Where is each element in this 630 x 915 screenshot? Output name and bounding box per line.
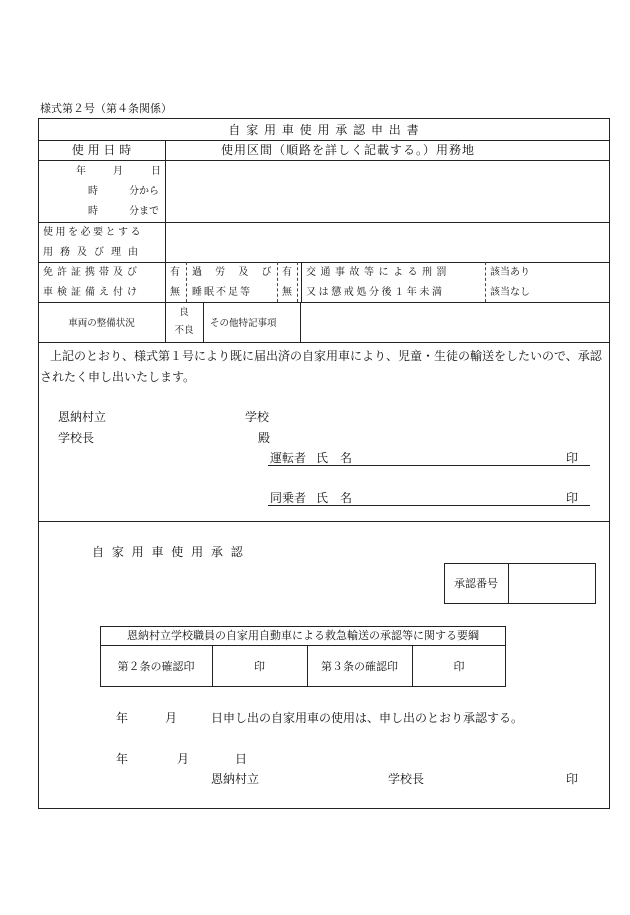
approval-number-label: 承認番号 [454,577,498,590]
vehicle-good: 良 [179,307,189,318]
approval-statement: 日申し出の自家用車の使用は、申し出のとおり承認する。 [211,711,524,725]
date-year: 年 [76,166,86,177]
vehicle-bad: 不良 [174,325,194,336]
driver-seal: 印 [566,451,579,465]
addressee-principal: 学校長 [58,431,95,445]
time-from-minute: 分から [129,186,159,197]
form-id: 様式第２号（第４条関係） [40,102,172,115]
approval-month-1: 月 [165,711,178,725]
vehicle-label: 車両の整備状況 [68,318,135,329]
license-yes: 有 [170,267,180,278]
time-from-hour: 時 [88,186,98,197]
approval-year-2: 年 [116,752,129,766]
article2-label: 第２条の確認印 [117,660,195,673]
time-to-minute: 分まで [129,206,159,217]
article2-seal: 印 [254,660,265,673]
license-no: 無 [170,287,180,298]
passenger-seal: 印 [566,491,579,505]
passenger-name-label: 氏 名 [316,491,353,505]
header-route: 使用区間（順路を詳しく記載する。）用務地 [221,143,476,157]
date-day: 日 [151,166,161,177]
time-to-hour: 時 [88,206,98,217]
traffic-no: 該当なし [490,287,530,298]
traffic-label-1: 交通事故等による刑罰 [306,267,451,278]
article3-seal: 印 [453,660,465,673]
traffic-yes: 該当あり [490,267,530,278]
approval-year-1: 年 [116,711,129,725]
passenger-label: 同乗者 [270,491,307,505]
reason-label-1: 使用を必要とする [43,227,143,238]
header-usage-datetime: 使 用 日 時 [71,143,132,157]
driver-label: 運転者 [270,451,307,465]
guideline-title: 恩納村立学校職員の自家用自動車による救急輸送の承認等に関する要綱 [127,629,479,642]
approval-title: 自 家 用 車 使 用 承 認 [92,545,245,559]
license-label-2: 車検証備え付け [43,287,141,298]
approval-village: 恩納村立 [211,772,260,786]
approval-month-2: 月 [177,752,190,766]
license-label-1: 免許証携帯及び [43,267,141,278]
traffic-label-2: 又は懲戒処分後１年未満 [306,287,445,298]
approval-day-2: 日 [235,752,248,766]
addressee-village: 恩納村立 [58,410,107,424]
form-title: 自 家 用 車 使 用 承 認 申 出 書 [228,123,420,137]
addressee-honorific: 殿 [258,431,271,445]
fatigue-yes: 有 [282,267,292,278]
date-month: 月 [113,166,123,177]
approval-seal: 印 [566,772,579,786]
fatigue-no: 無 [282,287,292,298]
statement-line-2: されたく申し出いたします。 [40,370,196,384]
approval-principal: 学校長 [388,772,425,786]
reason-label-2: 用務及び理由 [43,247,145,258]
article3-label: 第３条の確認印 [321,660,398,673]
statement-line-1: 上記のとおり、様式第１号により既に届出済の自家用車により、児童・生徒の輸送をしたいので、承認 [50,349,602,363]
fatigue-label-1: 過 労 及 び [192,267,277,278]
vehicle-other: その他特記事項 [210,318,277,329]
driver-name-label: 氏 名 [316,451,353,465]
fatigue-label-2: 睡眠不足等 [192,287,252,298]
addressee-school: 学校 [245,410,270,424]
